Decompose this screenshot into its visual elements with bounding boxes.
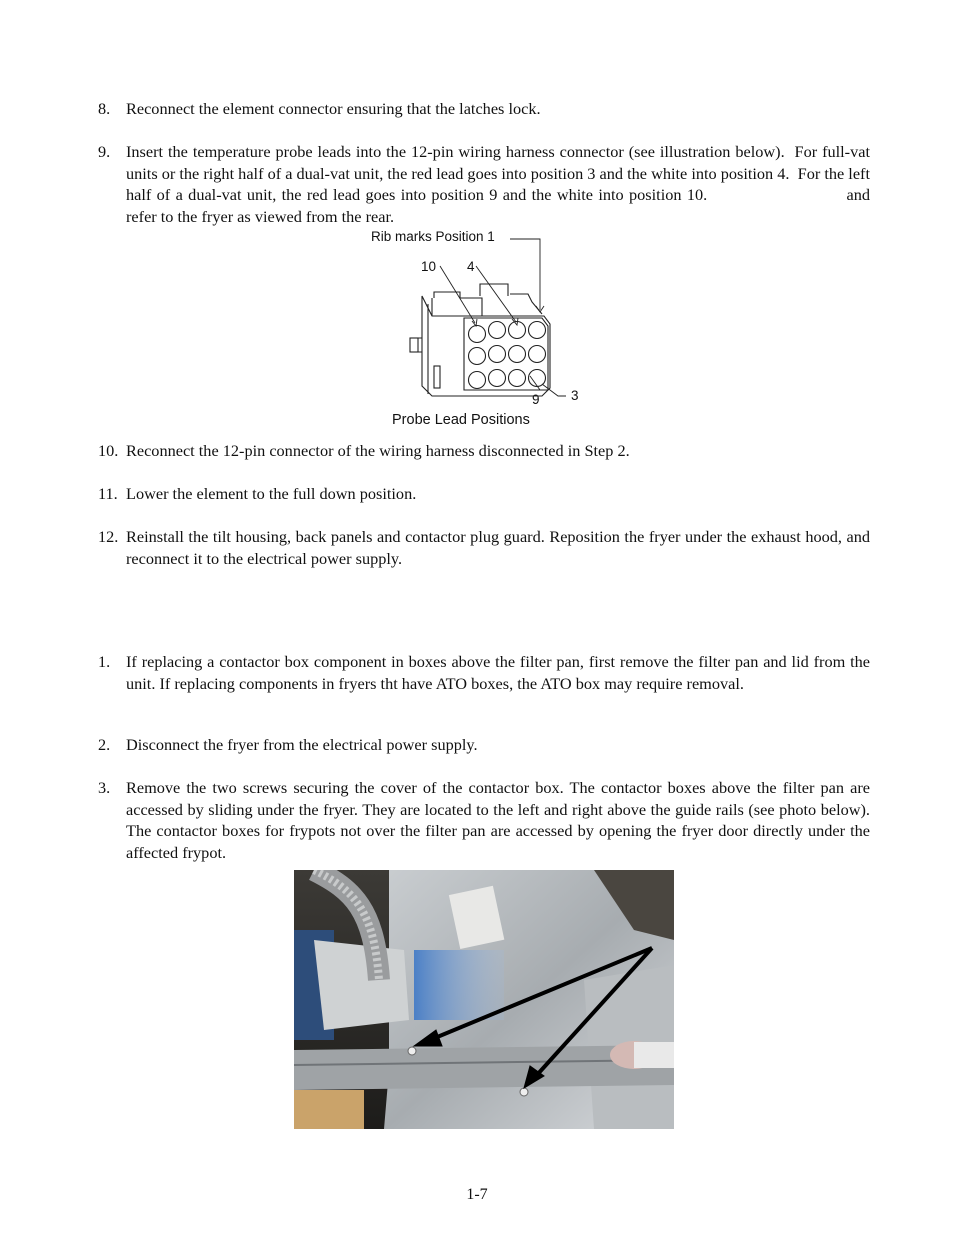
- position-3-label: 3: [571, 388, 579, 403]
- step-3: [98, 777, 870, 863]
- diagram-caption: Probe Lead Positions: [392, 412, 530, 428]
- position-4-label: 4: [467, 259, 475, 274]
- step-number: 9.: [98, 142, 111, 161]
- step-11: [98, 483, 870, 505]
- contactor-box-photo: [294, 870, 674, 1129]
- step-text: Reconnect the element connector ensuring that the latches lock.: [126, 99, 541, 118]
- step-1: [98, 651, 870, 694]
- position-9-label: 9: [532, 392, 540, 407]
- step-number: 8.: [98, 99, 111, 118]
- step-text: Disconnect the fryer from the electrical power supply.: [126, 735, 478, 754]
- step-number: 11.: [98, 484, 118, 503]
- step-text: Remove the two screws securing the cover of the contactor box. The contactor boxes above the filter pan are accessed by sliding under the fryer. They are located to the left and right above the guide rails (see photo below). The contactor boxes for frypots not over the filter pan are accessed by opening the fryer door directly under the affected frypot.: [126, 778, 870, 862]
- connector-diagram: [360, 226, 620, 436]
- step-number: 3.: [98, 778, 111, 797]
- step-text: Insert the temperature probe leads into the 12-pin wiring harness connector (see illustration below). For full-vat units or the right half of a dual-vat unit, the red lead goes into position 3 and the white into position 4. For the left half of a dual-vat unit, the red lead goes into position 9 and the white into position 10. and refer to the fryer as viewed from the rear.: [126, 142, 903, 226]
- step-12: [98, 526, 870, 569]
- step-number: 1.: [98, 652, 111, 671]
- connector-drawing: [360, 226, 620, 416]
- step-8: [98, 98, 870, 120]
- step-number: 12.: [98, 527, 119, 546]
- position-10-label: 10: [421, 259, 437, 274]
- step-number: 10.: [98, 441, 119, 460]
- step-text: Reconnect the 12-pin connector of the wiring harness disconnected in Step 2.: [126, 441, 630, 460]
- rib-marks-label: Rib marks Position 1: [371, 229, 495, 244]
- step-number: 2.: [98, 735, 111, 754]
- step-10: [98, 440, 870, 462]
- step-text: Lower the element to the full down position.: [126, 484, 417, 503]
- step-2: [98, 734, 870, 756]
- step-9: [98, 141, 903, 227]
- step-text: If replacing a contactor box component in boxes above the filter pan, first remove the filter pan and lid from the unit. If replacing components in fryers tht have ATO boxes, the ATO box may require removal.: [126, 652, 870, 693]
- page-number: 1-7: [466, 1186, 488, 1203]
- step-text: Reinstall the tilt housing, back panels and contactor plug guard. Reposition the fryer under the exhaust hood, and reconnect it to the electrical power supply.: [126, 527, 870, 568]
